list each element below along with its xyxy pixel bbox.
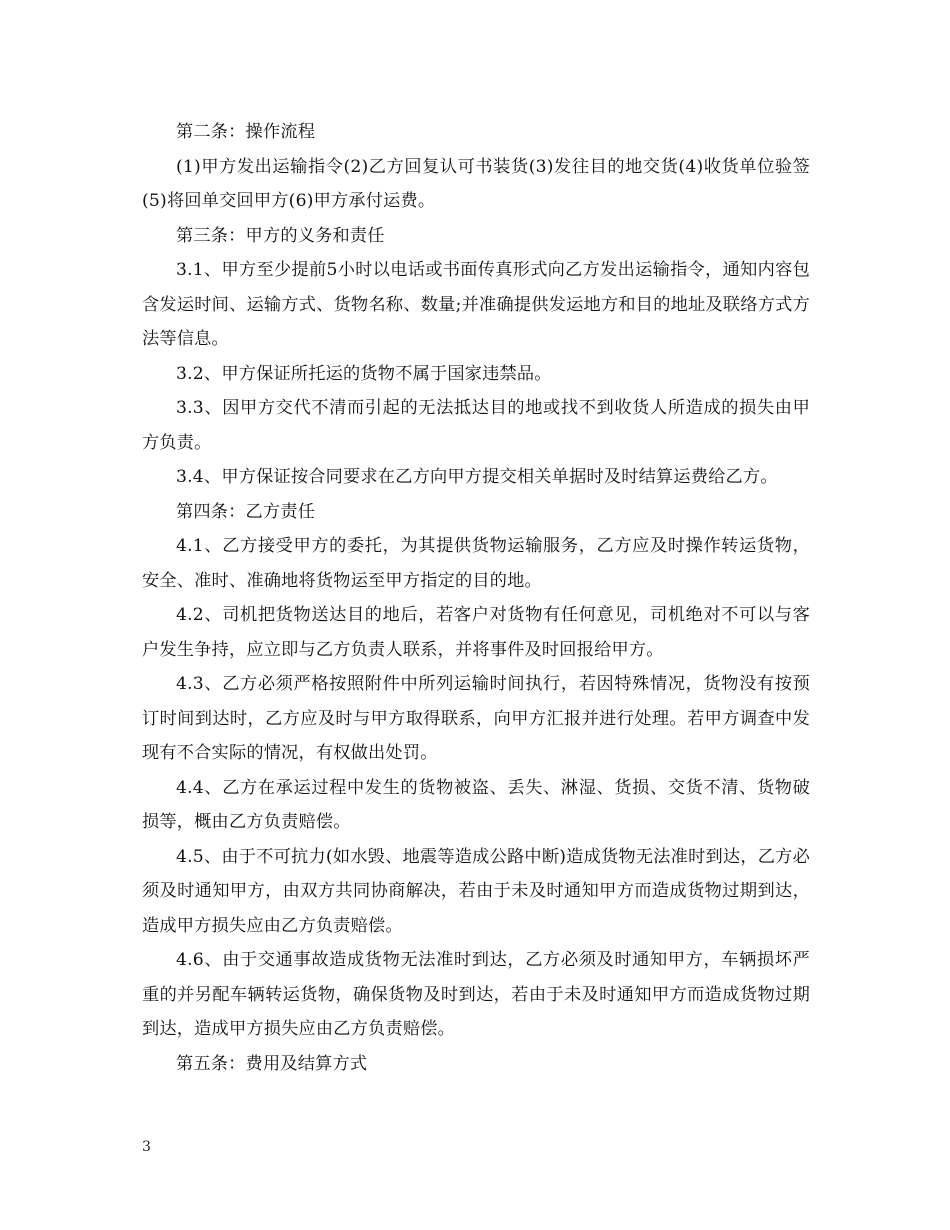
heading-article-4: 第四条：乙方责任 bbox=[176, 501, 316, 522]
page-number: 3 bbox=[142, 1139, 151, 1155]
paragraph-3-3: 3.3、因甲方交代不清而引起的无法抵达目的地或找不到收货人所造成的损失由甲方负责。 bbox=[142, 398, 810, 453]
paragraph-3-4: 3.4、甲方保证按合同要求在乙方向甲方提交相关单据时及时结算运费给乙方。 bbox=[176, 467, 778, 487]
document-body bbox=[142, 115, 810, 1081]
heading-article-5: 第五条：费用及结算方式 bbox=[176, 1053, 368, 1074]
paragraph-process-steps: (1)甲方发出运输指令(2)乙方回复认可书装货(3)发往目的地交货(4)收货单位验签(5)将回单交回甲方(6)甲方承付运费。 bbox=[142, 156, 810, 211]
heading-article-2: 第二条：操作流程 bbox=[176, 122, 316, 142]
paragraph-4-4: 4.4、乙方在承运过程中发生的货物被盗、丢失、淋湿、货损、交货不清、货物破损等，概由乙方负责赔偿。 bbox=[142, 777, 810, 832]
paragraph-4-3: 4.3、乙方必须严格按照附件中所列运输时间执行，若因特殊情况，货物没有按预订时间到达时，乙方应及时与甲方取得联系，向甲方汇报并进行处理。若甲方调查中发现有不合实际的情况，有权做出处罚。 bbox=[142, 674, 810, 763]
paragraph-3-1: 3.1、甲方至少提前5小时以电话或书面传真形式向乙方发出运输指令，通知内容包含发运时间、运输方式、货物名称、数量;并准确提供发运地方和目的地址及联络方式方法等信息。 bbox=[142, 260, 810, 349]
paragraph-4-2: 4.2、司机把货物送达目的地后，若客户对货物有任何意见，司机绝对不可以与客户发生争持，应立即与乙方负责人联系，并将事件及时回报给甲方。 bbox=[142, 605, 810, 660]
paragraph-4-1: 4.1、乙方接受甲方的委托，为其提供货物运输服务，乙方应及时操作转运货物，安全、准时、准确地将货物运至甲方指定的目的地。 bbox=[142, 536, 810, 591]
heading-article-3: 第三条：甲方的义务和责任 bbox=[176, 225, 385, 246]
paragraph-3-2: 3.2、甲方保证所托运的货物不属于国家违禁品。 bbox=[176, 363, 552, 384]
paragraph-4-6: 4.6、由于交通事故造成货物无法准时到达，乙方必须及时通知甲方，车辆损坏严重的并另配车辆转运货物，确保货物及时到达，若由于未及时通知甲方而造成货物过期到达，造成甲方损失应由乙方负责赔偿。 bbox=[142, 950, 810, 1039]
paragraph-4-5: 4.5、由于不可抗力(如水毁、地震等造成公路中断)造成货物无法准时到达，乙方必须及时通知甲方，由双方共同协商解决，若由于未及时通知甲方而造成货物过期到达，造成甲方损失应由乙方负责赔偿。 bbox=[142, 846, 810, 936]
